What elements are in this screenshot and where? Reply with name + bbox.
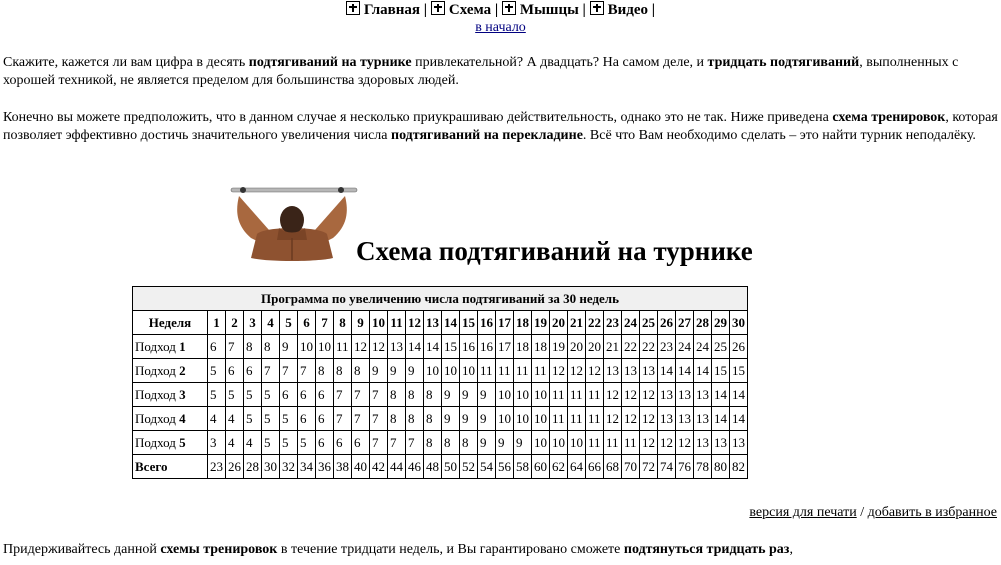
table-cell: 12 bbox=[622, 383, 640, 407]
nav-link-video[interactable]: Видео bbox=[607, 2, 649, 18]
set-number: 3 bbox=[179, 386, 186, 402]
table-cell: 8 bbox=[406, 383, 424, 407]
set-label-text: Подход bbox=[135, 338, 176, 354]
week-number: 7 bbox=[316, 311, 334, 335]
table-cell: 11 bbox=[550, 383, 568, 407]
table-cell: 21 bbox=[604, 335, 622, 359]
week-number: 13 bbox=[424, 311, 442, 335]
total-label-text: Всего bbox=[135, 458, 168, 474]
total-cell: 28 bbox=[244, 455, 262, 479]
text-run: в течение тридцати недель, и Вы гарантировано сможете bbox=[277, 542, 624, 557]
week-header-row bbox=[133, 311, 748, 335]
to-top-row bbox=[0, 19, 1001, 37]
text-run: . Всё что Вам необходимо сделать – это найти турник неподалёку. bbox=[582, 128, 976, 143]
table-cell: 6 bbox=[334, 431, 352, 455]
table-cell: 5 bbox=[262, 383, 280, 407]
table-cell: 8 bbox=[442, 431, 460, 455]
table-cell: 8 bbox=[388, 383, 406, 407]
bold-phrase: подтягиваний на перекладине bbox=[391, 128, 583, 143]
total-cell: 30 bbox=[262, 455, 280, 479]
muscle-man-icon bbox=[346, 1, 360, 15]
set-label bbox=[133, 383, 208, 407]
total-cell: 52 bbox=[460, 455, 478, 479]
table-cell: 7 bbox=[280, 359, 298, 383]
text-run: , выполненных с хорошей техникой, не является пределом для большинства здоровых людей. bbox=[3, 55, 959, 88]
week-number: 24 bbox=[622, 311, 640, 335]
week-number: 25 bbox=[640, 311, 658, 335]
total-cell: 40 bbox=[352, 455, 370, 479]
table-cell: 9 bbox=[388, 359, 406, 383]
table-cell: 10 bbox=[532, 383, 550, 407]
table-cell: 22 bbox=[640, 335, 658, 359]
total-cell: 80 bbox=[712, 455, 730, 479]
pullup-athlete-illustration bbox=[229, 182, 359, 262]
table-cell: 5 bbox=[244, 383, 262, 407]
table-cell: 9 bbox=[478, 431, 496, 455]
week-number: 15 bbox=[460, 311, 478, 335]
set-label-text: Подход bbox=[135, 434, 176, 450]
table-cell: 25 bbox=[712, 335, 730, 359]
table-cell: 8 bbox=[424, 383, 442, 407]
table-cell: 10 bbox=[532, 431, 550, 455]
total-cell: 23 bbox=[208, 455, 226, 479]
set-label bbox=[133, 359, 208, 383]
week-number: 6 bbox=[298, 311, 316, 335]
table-cell: 14 bbox=[730, 383, 748, 407]
table-cell: 4 bbox=[226, 407, 244, 431]
description-paragraph bbox=[3, 109, 998, 145]
table-cell: 12 bbox=[676, 431, 694, 455]
table-cell: 8 bbox=[352, 359, 370, 383]
table-cell: 24 bbox=[694, 335, 712, 359]
total-cell: 64 bbox=[568, 455, 586, 479]
week-number: 29 bbox=[712, 311, 730, 335]
table-cell: 14 bbox=[712, 383, 730, 407]
total-cell: 66 bbox=[586, 455, 604, 479]
table-cell: 10 bbox=[532, 407, 550, 431]
top-navigation: Главная | Схема | Мышцы | Видео | bbox=[0, 0, 1001, 19]
table-cell: 7 bbox=[334, 407, 352, 431]
bold-phrase: схемы тренировок bbox=[160, 542, 278, 557]
table-cell: 12 bbox=[370, 335, 388, 359]
table-cell: 12 bbox=[640, 407, 658, 431]
table-cell: 22 bbox=[622, 335, 640, 359]
table-cell: 11 bbox=[532, 359, 550, 383]
table-cell: 11 bbox=[568, 383, 586, 407]
set-label bbox=[133, 431, 208, 455]
table-cell: 14 bbox=[712, 407, 730, 431]
week-number: 26 bbox=[658, 311, 676, 335]
week-number: 5 bbox=[280, 311, 298, 335]
table-cell: 13 bbox=[640, 359, 658, 383]
table-cell: 12 bbox=[640, 383, 658, 407]
total-cell: 70 bbox=[622, 455, 640, 479]
total-cell: 46 bbox=[406, 455, 424, 479]
table-cell: 15 bbox=[712, 359, 730, 383]
table-cell: 13 bbox=[388, 335, 406, 359]
table-cell: 14 bbox=[694, 359, 712, 383]
table-cell: 5 bbox=[280, 431, 298, 455]
table-cell: 7 bbox=[262, 359, 280, 383]
week-number: 19 bbox=[532, 311, 550, 335]
pullup-schedule-table bbox=[132, 286, 748, 479]
table-cell: 7 bbox=[352, 407, 370, 431]
table-cell: 12 bbox=[604, 407, 622, 431]
total-cell: 78 bbox=[694, 455, 712, 479]
table-cell: 5 bbox=[262, 407, 280, 431]
table-cell: 8 bbox=[460, 431, 478, 455]
total-cell: 44 bbox=[388, 455, 406, 479]
total-cell: 76 bbox=[676, 455, 694, 479]
table-cell: 8 bbox=[262, 335, 280, 359]
add-to-favorites-link[interactable]: добавить в избранное bbox=[867, 505, 997, 520]
table-cell: 6 bbox=[316, 383, 334, 407]
set-number: 1 bbox=[179, 338, 186, 354]
week-number: 10 bbox=[370, 311, 388, 335]
total-cell: 68 bbox=[604, 455, 622, 479]
total-cell: 56 bbox=[496, 455, 514, 479]
table-cell: 13 bbox=[730, 431, 748, 455]
table-cell: 10 bbox=[550, 431, 568, 455]
total-cell: 60 bbox=[532, 455, 550, 479]
total-cell: 58 bbox=[514, 455, 532, 479]
table-cell: 6 bbox=[298, 383, 316, 407]
table-cell: 10 bbox=[460, 359, 478, 383]
total-cell: 54 bbox=[478, 455, 496, 479]
table-cell: 10 bbox=[496, 383, 514, 407]
table-cell: 10 bbox=[496, 407, 514, 431]
table-cell: 12 bbox=[352, 335, 370, 359]
table-cell: 3 bbox=[208, 431, 226, 455]
table-cell: 9 bbox=[460, 383, 478, 407]
table-cell: 24 bbox=[676, 335, 694, 359]
nav-link-home[interactable]: Главная bbox=[363, 2, 421, 18]
table-cell: 12 bbox=[640, 431, 658, 455]
muscle-man-icon bbox=[502, 1, 516, 15]
table-row bbox=[133, 431, 748, 455]
table-cell: 13 bbox=[676, 383, 694, 407]
week-number: 11 bbox=[388, 311, 406, 335]
table-cell: 6 bbox=[316, 431, 334, 455]
table-cell: 8 bbox=[316, 359, 334, 383]
table-cell: 12 bbox=[622, 407, 640, 431]
table-cell: 15 bbox=[730, 359, 748, 383]
week-number: 20 bbox=[550, 311, 568, 335]
table-cell: 15 bbox=[442, 335, 460, 359]
table-cell: 10 bbox=[514, 383, 532, 407]
table-cell: 9 bbox=[442, 407, 460, 431]
nav-link-scheme[interactable]: Схема bbox=[448, 2, 492, 18]
table-cell: 9 bbox=[406, 359, 424, 383]
total-cell: 62 bbox=[550, 455, 568, 479]
table-cell: 13 bbox=[712, 431, 730, 455]
table-cell: 16 bbox=[460, 335, 478, 359]
print-version-link[interactable]: версия для печати bbox=[749, 505, 857, 520]
table-cell: 10 bbox=[298, 335, 316, 359]
total-cell: 82 bbox=[730, 455, 748, 479]
set-number: 4 bbox=[179, 410, 186, 426]
week-number: 8 bbox=[334, 311, 352, 335]
table-cell: 5 bbox=[226, 383, 244, 407]
set-label bbox=[133, 335, 208, 359]
week-number: 22 bbox=[586, 311, 604, 335]
table-row bbox=[133, 359, 748, 383]
table-cell: 6 bbox=[226, 359, 244, 383]
table-cell: 7 bbox=[226, 335, 244, 359]
set-number: 2 bbox=[179, 362, 186, 378]
week-number: 9 bbox=[352, 311, 370, 335]
table-cell: 14 bbox=[424, 335, 442, 359]
bold-phrase: схема тренировок bbox=[832, 110, 946, 125]
total-cell: 48 bbox=[424, 455, 442, 479]
table-cell: 7 bbox=[334, 383, 352, 407]
table-cell: 6 bbox=[208, 335, 226, 359]
week-number: 28 bbox=[694, 311, 712, 335]
table-cell: 13 bbox=[658, 407, 676, 431]
muscle-man-icon bbox=[590, 1, 604, 15]
table-cell: 8 bbox=[424, 407, 442, 431]
table-cell: 20 bbox=[568, 335, 586, 359]
week-number: 17 bbox=[496, 311, 514, 335]
table-cell: 13 bbox=[622, 359, 640, 383]
table-cell: 12 bbox=[550, 359, 568, 383]
table-cell: 11 bbox=[568, 407, 586, 431]
text-run: привлекательной? А двадцать? На самом деле, и bbox=[411, 55, 708, 70]
table-cell: 7 bbox=[352, 383, 370, 407]
table-cell: 6 bbox=[298, 407, 316, 431]
week-number: 16 bbox=[478, 311, 496, 335]
table-cell: 9 bbox=[370, 359, 388, 383]
table-cell: 9 bbox=[514, 431, 532, 455]
table-cell: 12 bbox=[586, 359, 604, 383]
table-cell: 13 bbox=[694, 431, 712, 455]
week-number: 27 bbox=[676, 311, 694, 335]
table-cell: 9 bbox=[478, 407, 496, 431]
week-number: 4 bbox=[262, 311, 280, 335]
week-number: 2 bbox=[226, 311, 244, 335]
week-number: 23 bbox=[604, 311, 622, 335]
week-number: 12 bbox=[406, 311, 424, 335]
table-cell: 12 bbox=[658, 431, 676, 455]
table-cell: 7 bbox=[370, 383, 388, 407]
set-label bbox=[133, 407, 208, 431]
week-number: 30 bbox=[730, 311, 748, 335]
set-number: 5 bbox=[179, 434, 186, 450]
table-cell: 11 bbox=[550, 407, 568, 431]
total-cell: 34 bbox=[298, 455, 316, 479]
total-label bbox=[133, 455, 208, 479]
table-cell: 6 bbox=[316, 407, 334, 431]
table-cell: 19 bbox=[550, 335, 568, 359]
table-cell: 8 bbox=[388, 407, 406, 431]
page-title: Схема подтягиваний на турнике bbox=[356, 236, 753, 266]
table-cell: 6 bbox=[280, 383, 298, 407]
table-row bbox=[133, 407, 748, 431]
table-cell: 10 bbox=[514, 407, 532, 431]
set-label-text: Подход bbox=[135, 410, 176, 426]
table-cell: 5 bbox=[244, 407, 262, 431]
table-cell: 14 bbox=[730, 407, 748, 431]
week-header-label: Неделя bbox=[133, 311, 208, 335]
table-cell: 17 bbox=[496, 335, 514, 359]
table-cell: 7 bbox=[298, 359, 316, 383]
table-cell: 11 bbox=[334, 335, 352, 359]
week-number: 1 bbox=[208, 311, 226, 335]
table-cell: 11 bbox=[514, 359, 532, 383]
bold-phrase: подтягиваний на турнике bbox=[248, 55, 412, 70]
total-cell: 36 bbox=[316, 455, 334, 479]
table-cell: 13 bbox=[604, 359, 622, 383]
table-cell: 8 bbox=[424, 431, 442, 455]
text-run: Конечно вы можете предположить, что в данном случае я несколько приукрашиваю действительность, однако это не так. Ниже приведена bbox=[3, 110, 833, 125]
table-cell: 7 bbox=[370, 431, 388, 455]
table-cell: 5 bbox=[208, 359, 226, 383]
table-cell: 20 bbox=[586, 335, 604, 359]
table-cell: 14 bbox=[676, 359, 694, 383]
table-cell: 13 bbox=[676, 407, 694, 431]
muscle-man-icon bbox=[431, 1, 445, 15]
set-label-text: Подход bbox=[135, 386, 176, 402]
table-cell: 14 bbox=[658, 359, 676, 383]
table-cell: 5 bbox=[280, 407, 298, 431]
to-top-link[interactable]: в начало bbox=[475, 20, 526, 35]
table-cell: 9 bbox=[460, 407, 478, 431]
text-run: Придерживайтесь данной bbox=[3, 542, 161, 557]
table-cell: 12 bbox=[604, 383, 622, 407]
table-caption: Программа по увеличению числа подтягиваний за 30 недель bbox=[133, 287, 748, 311]
table-cell: 11 bbox=[586, 431, 604, 455]
table-cell: 12 bbox=[568, 359, 586, 383]
total-cell: 72 bbox=[640, 455, 658, 479]
table-cell: 5 bbox=[298, 431, 316, 455]
table-cell: 11 bbox=[622, 431, 640, 455]
table-cell: 13 bbox=[694, 383, 712, 407]
table-cell: 18 bbox=[514, 335, 532, 359]
table-cell: 16 bbox=[478, 335, 496, 359]
table-cell: 6 bbox=[244, 359, 262, 383]
set-label-text: Подход bbox=[135, 362, 176, 378]
table-cell: 8 bbox=[406, 407, 424, 431]
links-separator: / bbox=[856, 505, 868, 520]
table-cell: 7 bbox=[370, 407, 388, 431]
table-cell: 8 bbox=[334, 359, 352, 383]
table-cell: 14 bbox=[406, 335, 424, 359]
table-cell: 26 bbox=[730, 335, 748, 359]
table-cell: 23 bbox=[658, 335, 676, 359]
table-cell: 13 bbox=[658, 383, 676, 407]
intro-paragraph bbox=[3, 54, 998, 90]
table-cell: 11 bbox=[586, 383, 604, 407]
table-cell: 6 bbox=[352, 431, 370, 455]
total-cell: 74 bbox=[658, 455, 676, 479]
week-number: 14 bbox=[442, 311, 460, 335]
week-number: 21 bbox=[568, 311, 586, 335]
table-cell: 11 bbox=[478, 359, 496, 383]
total-row bbox=[133, 455, 748, 479]
table-cell: 4 bbox=[244, 431, 262, 455]
table-cell: 10 bbox=[316, 335, 334, 359]
table-cell: 9 bbox=[442, 383, 460, 407]
total-cell: 50 bbox=[442, 455, 460, 479]
table-cell: 10 bbox=[442, 359, 460, 383]
total-cell: 26 bbox=[226, 455, 244, 479]
total-cell: 38 bbox=[334, 455, 352, 479]
table-cell: 11 bbox=[586, 407, 604, 431]
nav-link-muscles[interactable]: Мышцы bbox=[519, 2, 579, 18]
table-cell: 18 bbox=[532, 335, 550, 359]
table-cell: 13 bbox=[694, 407, 712, 431]
table-row bbox=[133, 335, 748, 359]
table-cell: 9 bbox=[496, 431, 514, 455]
table-cell: 5 bbox=[208, 383, 226, 407]
table-cell: 10 bbox=[568, 431, 586, 455]
table-cell: 10 bbox=[424, 359, 442, 383]
table-cell: 7 bbox=[388, 431, 406, 455]
table-body bbox=[133, 335, 748, 455]
bold-phrase: тридцать подтягиваний bbox=[707, 55, 860, 70]
table-cell: 9 bbox=[280, 335, 298, 359]
page-actions bbox=[749, 505, 997, 521]
text-run: , которая позволяет эффективно достичь значительного увеличения числа bbox=[3, 110, 998, 143]
total-cell: 32 bbox=[280, 455, 298, 479]
table-cell: 4 bbox=[208, 407, 226, 431]
text-run: Скажите, кажется ли вам цифра в десять bbox=[3, 55, 249, 70]
table-cell: 11 bbox=[496, 359, 514, 383]
table-cell: 8 bbox=[244, 335, 262, 359]
total-cell: 42 bbox=[370, 455, 388, 479]
week-number: 3 bbox=[244, 311, 262, 335]
table-cell: 11 bbox=[604, 431, 622, 455]
table-row bbox=[133, 383, 748, 407]
week-number: 18 bbox=[514, 311, 532, 335]
bold-phrase: подтянуться тридцать раз bbox=[623, 542, 790, 557]
text-run: , bbox=[789, 542, 793, 557]
closing-paragraph bbox=[3, 541, 998, 559]
table-cell: 4 bbox=[226, 431, 244, 455]
table-cell: 7 bbox=[406, 431, 424, 455]
table-cell: 9 bbox=[478, 383, 496, 407]
table-cell: 5 bbox=[262, 431, 280, 455]
